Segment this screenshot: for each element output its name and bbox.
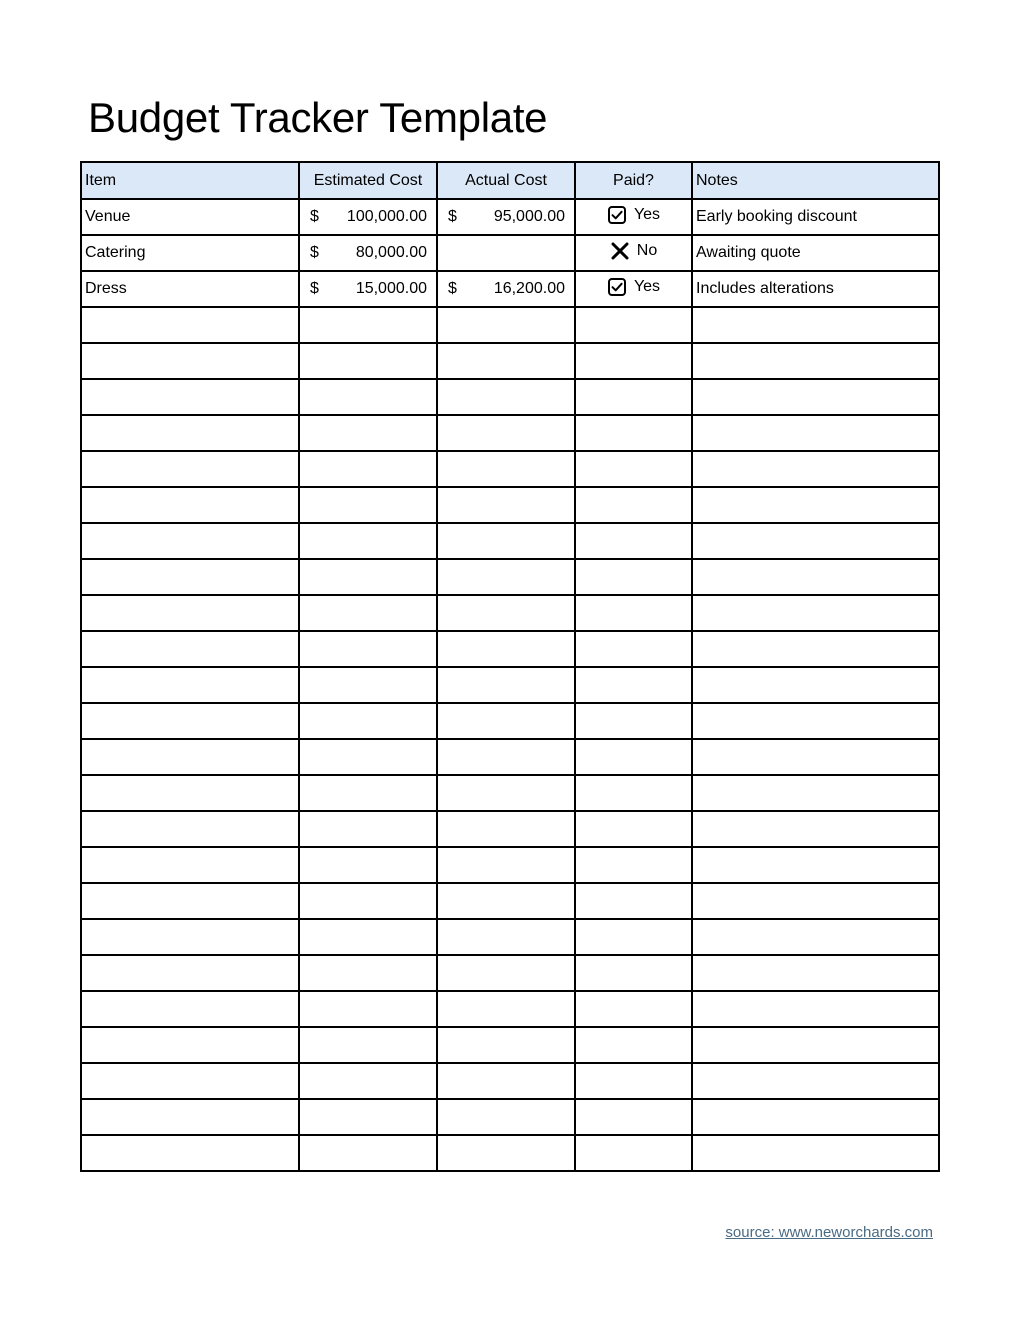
paid-cell[interactable] (575, 487, 692, 523)
empty-table-row (81, 739, 939, 775)
empty-table-row (81, 523, 939, 559)
actual-cost-cell[interactable] (437, 991, 575, 1027)
notes-cell[interactable] (692, 559, 939, 595)
header-notes: Notes (692, 162, 939, 199)
page-title: Budget Tracker Template (88, 94, 548, 141)
currency-symbol: $ (448, 208, 457, 225)
estimated-cost-cell[interactable] (299, 1099, 437, 1135)
paid-cell[interactable] (575, 919, 692, 955)
header-actual-cost: Actual Cost (437, 162, 575, 199)
notes-cell[interactable] (692, 595, 939, 631)
estimated-cost-cell[interactable] (299, 955, 437, 991)
actual-cost-cell[interactable] (437, 631, 575, 667)
item-cell[interactable] (81, 811, 299, 847)
item-cell[interactable] (81, 1027, 299, 1063)
notes-cell[interactable] (692, 847, 939, 883)
paid-cell[interactable] (575, 811, 692, 847)
actual-cost-cell[interactable] (437, 235, 575, 271)
estimated-cost-cell[interactable] (299, 271, 437, 307)
notes-cell[interactable] (692, 991, 939, 1027)
estimated-cost-cell[interactable] (299, 1135, 437, 1171)
item-cell[interactable] (81, 451, 299, 487)
actual-cost-cell[interactable] (437, 415, 575, 451)
paid-cell[interactable] (575, 1027, 692, 1063)
estimated-cost-cell[interactable] (299, 739, 437, 775)
notes-cell[interactable] (692, 739, 939, 775)
item-cell[interactable] (81, 307, 299, 343)
empty-table-row (81, 595, 939, 631)
empty-table-row (81, 883, 939, 919)
item-cell[interactable]: Venue (81, 199, 299, 235)
actual-cost-cell[interactable] (437, 739, 575, 775)
paid-cell[interactable] (575, 307, 692, 343)
notes-cell[interactable] (692, 487, 939, 523)
empty-table-row (81, 667, 939, 703)
header-estimated-cost: Estimated Cost (299, 162, 437, 199)
actual-cost-cell[interactable] (437, 271, 575, 307)
estimated-cost-cell[interactable] (299, 667, 437, 703)
actual-cost-cell[interactable] (437, 1135, 575, 1171)
estimated-cost-cell[interactable] (299, 559, 437, 595)
estimated-cost-cell[interactable] (299, 1027, 437, 1063)
empty-table-row (81, 919, 939, 955)
estimated-cost-cell[interactable] (299, 775, 437, 811)
estimated-amount: 15,000.00 (355, 280, 427, 297)
paid-cell[interactable] (575, 343, 692, 379)
item-cell[interactable] (81, 955, 299, 991)
notes-cell[interactable]: Includes alterations (692, 271, 939, 307)
item-cell[interactable] (81, 1063, 299, 1099)
paid-cell[interactable] (575, 667, 692, 703)
item-cell[interactable] (81, 595, 299, 631)
empty-table-row (81, 343, 939, 379)
empty-table-row (81, 1099, 939, 1135)
estimated-cost-cell[interactable] (299, 523, 437, 559)
paid-cell[interactable] (575, 883, 692, 919)
empty-table-row (81, 991, 939, 1027)
table-row (81, 199, 939, 235)
estimated-amount: 100,000.00 (346, 208, 427, 225)
notes-cell[interactable]: Awaiting quote (692, 235, 939, 271)
notes-cell[interactable] (692, 955, 939, 991)
table-row (81, 271, 939, 307)
notes-cell[interactable] (692, 523, 939, 559)
empty-table-row (81, 1063, 939, 1099)
actual-cost-cell[interactable] (437, 307, 575, 343)
actual-cost-cell[interactable] (437, 199, 575, 235)
estimated-cost-cell[interactable] (299, 415, 437, 451)
currency-symbol: $ (310, 280, 319, 297)
actual-cost-cell[interactable] (437, 883, 575, 919)
empty-table-row (81, 451, 939, 487)
paid-cell[interactable] (575, 451, 692, 487)
estimated-cost-cell[interactable] (299, 631, 437, 667)
empty-table-row (81, 1027, 939, 1063)
actual-amount: 16,200.00 (493, 280, 565, 297)
notes-cell[interactable] (692, 775, 939, 811)
estimated-cost-cell[interactable] (299, 235, 437, 271)
actual-cost-cell[interactable] (437, 1027, 575, 1063)
paid-cell[interactable] (575, 703, 692, 739)
item-cell[interactable] (81, 559, 299, 595)
notes-cell[interactable] (692, 307, 939, 343)
empty-table-row (81, 775, 939, 811)
item-cell[interactable]: Catering (81, 235, 299, 271)
empty-table-row (81, 379, 939, 415)
estimated-cost-cell[interactable] (299, 991, 437, 1027)
estimated-cost-cell[interactable] (299, 487, 437, 523)
estimated-cost-cell[interactable] (299, 703, 437, 739)
currency-symbol: $ (310, 208, 319, 225)
estimated-cost-cell[interactable] (299, 199, 437, 235)
notes-cell[interactable] (692, 883, 939, 919)
actual-cost-cell[interactable] (437, 775, 575, 811)
actual-cost-cell[interactable] (437, 559, 575, 595)
item-cell[interactable] (81, 883, 299, 919)
actual-cost-cell[interactable] (437, 667, 575, 703)
notes-cell[interactable]: Early booking discount (692, 199, 939, 235)
paid-cell[interactable] (575, 631, 692, 667)
actual-cost-cell[interactable] (437, 595, 575, 631)
actual-cost-cell[interactable] (437, 847, 575, 883)
notes-cell[interactable] (692, 1027, 939, 1063)
estimated-cost-cell[interactable] (299, 595, 437, 631)
actual-cost-cell[interactable] (437, 379, 575, 415)
item-cell[interactable] (81, 1099, 299, 1135)
paid-cell[interactable] (575, 847, 692, 883)
paid-cell[interactable] (575, 955, 692, 991)
actual-cost-cell[interactable] (437, 811, 575, 847)
paid-cell[interactable] (575, 271, 692, 307)
empty-table-row (81, 811, 939, 847)
paid-cell[interactable] (575, 235, 692, 271)
notes-cell[interactable] (692, 451, 939, 487)
item-cell[interactable]: Dress (81, 271, 299, 307)
item-cell[interactable] (81, 991, 299, 1027)
actual-cost-cell[interactable] (437, 523, 575, 559)
paid-cell[interactable] (575, 523, 692, 559)
item-cell[interactable] (81, 847, 299, 883)
header-paid: Paid? (575, 162, 692, 199)
item-cell[interactable] (81, 667, 299, 703)
currency-symbol: $ (310, 244, 319, 261)
item-cell[interactable] (81, 919, 299, 955)
estimated-cost-cell[interactable] (299, 379, 437, 415)
item-cell[interactable] (81, 343, 299, 379)
paid-cell[interactable] (575, 991, 692, 1027)
estimated-cost-cell[interactable] (299, 343, 437, 379)
item-cell[interactable] (81, 415, 299, 451)
paid-status: Yes (633, 205, 661, 223)
actual-amount: 95,000.00 (493, 208, 565, 225)
item-cell[interactable] (81, 703, 299, 739)
empty-table-row (81, 415, 939, 451)
notes-cell[interactable] (692, 919, 939, 955)
actual-cost-cell[interactable] (437, 487, 575, 523)
header-item: Item (81, 162, 299, 199)
budget-table (80, 161, 940, 1172)
currency-symbol: $ (448, 280, 457, 297)
item-cell[interactable] (81, 775, 299, 811)
paid-cell[interactable] (575, 739, 692, 775)
actual-cost-cell[interactable] (437, 1063, 575, 1099)
estimated-cost-cell[interactable] (299, 451, 437, 487)
paid-cell[interactable] (575, 199, 692, 235)
item-cell[interactable] (81, 1135, 299, 1171)
notes-cell[interactable] (692, 667, 939, 703)
estimated-cost-cell[interactable] (299, 847, 437, 883)
estimated-cost-cell[interactable] (299, 919, 437, 955)
paid-cell[interactable] (575, 775, 692, 811)
actual-cost-cell[interactable] (437, 1099, 575, 1135)
actual-cost-cell[interactable] (437, 451, 575, 487)
paid-cell[interactable] (575, 379, 692, 415)
actual-cost-cell[interactable] (437, 955, 575, 991)
paid-cell[interactable] (575, 559, 692, 595)
notes-cell[interactable] (692, 379, 939, 415)
notes-cell[interactable] (692, 415, 939, 451)
item-cell[interactable] (81, 739, 299, 775)
notes-cell[interactable] (692, 631, 939, 667)
empty-table-row (81, 631, 939, 667)
empty-table-row (81, 847, 939, 883)
estimated-amount: 80,000.00 (355, 244, 427, 261)
checkbox-checked-icon (607, 277, 627, 297)
actual-cost-cell[interactable] (437, 919, 575, 955)
empty-table-row (81, 703, 939, 739)
item-cell[interactable] (81, 523, 299, 559)
paid-cell[interactable] (575, 415, 692, 451)
empty-table-row (81, 307, 939, 343)
notes-cell[interactable] (692, 1135, 939, 1171)
estimated-cost-cell[interactable] (299, 307, 437, 343)
paid-cell[interactable] (575, 1135, 692, 1171)
notes-cell[interactable] (692, 1063, 939, 1099)
empty-table-row (81, 559, 939, 595)
paid-cell[interactable] (575, 1099, 692, 1135)
x-mark-icon (610, 241, 630, 261)
paid-cell[interactable] (575, 595, 692, 631)
item-cell[interactable] (81, 487, 299, 523)
item-cell[interactable] (81, 631, 299, 667)
empty-table-row (81, 955, 939, 991)
notes-cell[interactable] (692, 343, 939, 379)
actual-cost-cell[interactable] (437, 703, 575, 739)
empty-table-row (81, 1135, 939, 1171)
notes-cell[interactable] (692, 811, 939, 847)
table-row (81, 235, 939, 271)
item-cell[interactable] (81, 379, 299, 415)
source-link[interactable]: source: www.neworchards.com (725, 1224, 933, 1241)
notes-cell[interactable] (692, 1099, 939, 1135)
estimated-cost-cell[interactable] (299, 1063, 437, 1099)
notes-cell[interactable] (692, 703, 939, 739)
paid-status: Yes (633, 277, 661, 295)
paid-cell[interactable] (575, 1063, 692, 1099)
estimated-cost-cell[interactable] (299, 811, 437, 847)
paid-status: No (636, 241, 658, 259)
header-row (81, 162, 939, 199)
checkbox-checked-icon (607, 205, 627, 225)
empty-table-row (81, 487, 939, 523)
estimated-cost-cell[interactable] (299, 883, 437, 919)
actual-cost-cell[interactable] (437, 343, 575, 379)
